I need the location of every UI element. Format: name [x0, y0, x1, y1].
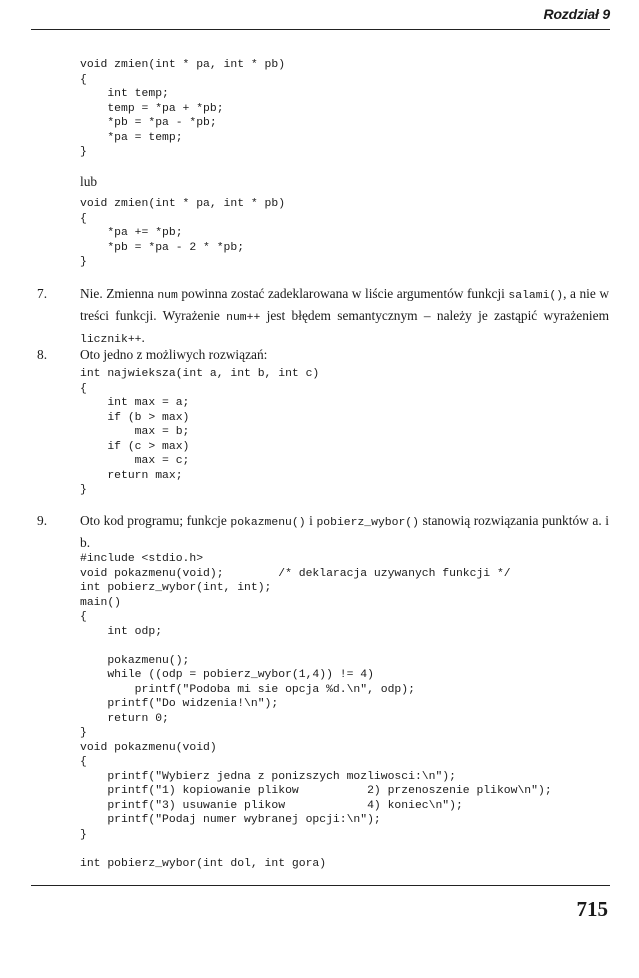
code-line: int max = a; — [80, 397, 190, 409]
item-9-text — [80, 511, 609, 552]
code-num: num — [157, 290, 178, 302]
code-line: *pa += *pb; — [80, 227, 183, 239]
item-7-text — [80, 284, 609, 350]
code-line: int najwieksza(int a, int b, int c) — [80, 368, 320, 380]
footer-rule — [31, 885, 610, 886]
item-8-text: Oto jedno z możliwych rozwiązań: — [80, 347, 268, 362]
code-line: int pobierz_wybor(int, int); — [80, 582, 272, 594]
code-line: } — [80, 727, 87, 739]
code-line: printf("Do widzenia!\n"); — [80, 698, 279, 710]
code-line: { — [80, 756, 87, 768]
code-licznik-increment: licznik++ — [80, 334, 142, 346]
code-pobierz-wybor: pobierz_wybor() — [316, 517, 419, 529]
code-line — [80, 842, 552, 857]
code-line: } — [80, 828, 87, 841]
code-line: main() — [80, 596, 122, 609]
code-line: } — [80, 256, 87, 268]
item-7-number: 7. — [37, 286, 48, 301]
code-line: printf("Podaj numer wybranej opcji:\n"); — [80, 814, 381, 826]
code-line: printf("1) kopiowanie plikow 2) przenoszenie plikow\n"); — [80, 785, 552, 797]
code-line: printf("3) usuwanie plikow 4) koniec\n"); — [80, 799, 463, 812]
code-line — [80, 639, 552, 654]
code-block-zmien-2 — [80, 197, 285, 270]
code-line: if (b > max) — [80, 411, 190, 424]
code-line: } — [80, 146, 87, 158]
code-line: printf("Podoba mi sie opcja %d.\n", odp); — [80, 683, 415, 696]
code-line: { — [80, 611, 87, 623]
code-line: } — [80, 484, 87, 496]
code-line: void pokazmenu(void) — [80, 741, 217, 754]
code-line: void zmien(int * pa, int * pb) — [80, 198, 286, 210]
code-line: #include <stdio.h> — [80, 553, 204, 565]
item-9-number: 9. — [37, 513, 48, 528]
code-line: { — [80, 73, 87, 86]
chapter-header: Rozdział 9 — [543, 6, 610, 22]
code-line: temp = *pa + *pb; — [80, 102, 224, 115]
item-7-text-part: , a nie w treści funkcji. Wyrażenie — [80, 286, 609, 323]
code-line: *pa = temp; — [80, 131, 183, 144]
header-rule — [31, 29, 610, 30]
code-line: *pb = *pa - 2 * *pb; — [80, 241, 245, 254]
lub-label: lub — [80, 174, 98, 189]
code-line: pokazmenu(); — [80, 654, 190, 667]
code-line: void pokazmenu(void); /* deklaracja uzywanych funkcji */ — [80, 567, 511, 580]
page-number: 715 — [576, 897, 608, 921]
item-9-text-part: i — [305, 513, 317, 528]
code-block-program — [80, 552, 552, 871]
code-line: int odp; — [80, 625, 163, 638]
code-line: max = b; — [80, 426, 190, 438]
code-line: void zmien(int * pa, int * pb) — [80, 59, 286, 71]
item-7-text-part: powinna zostać zadeklarowana w liście argumentów funkcji — [177, 286, 509, 301]
code-line: printf("Wybierz jedna z ponizszych mozliwosci:\n"); — [80, 770, 456, 783]
item-7-text-part: Nie. Zmienna — [80, 286, 158, 301]
code-line: *pb = *pa - *pb; — [80, 117, 217, 129]
code-line: max = c; — [80, 455, 190, 467]
item-8-number: 8. — [37, 347, 48, 362]
code-line: { — [80, 212, 87, 225]
code-block-zmien-1 — [80, 58, 285, 160]
code-block-najwieksza — [80, 367, 319, 498]
code-line: return max; — [80, 469, 183, 482]
code-salami: salami() — [508, 290, 564, 302]
code-num-increment: num++ — [226, 312, 261, 324]
code-line: while ((odp = pobierz_wybor(1,4)) != 4) — [80, 669, 374, 681]
code-line: int pobierz_wybor(int dol, int gora) — [80, 857, 327, 870]
item-9-text-part: Oto kod programu; funkcje — [80, 513, 231, 528]
code-line: return 0; — [80, 712, 169, 725]
code-line: { — [80, 382, 87, 395]
item-7-text-part: jest błędem semantycznym – należy je zastąpić wyrażeniem — [260, 308, 609, 323]
code-line: if (c > max) — [80, 440, 190, 453]
code-pokazmenu: pokazmenu() — [230, 517, 306, 529]
code-line: int temp; — [80, 88, 169, 100]
item-9-text-part: stanowią rozwiązania punktów a. i b. — [80, 513, 609, 550]
item-7-text-part: . — [141, 330, 145, 345]
